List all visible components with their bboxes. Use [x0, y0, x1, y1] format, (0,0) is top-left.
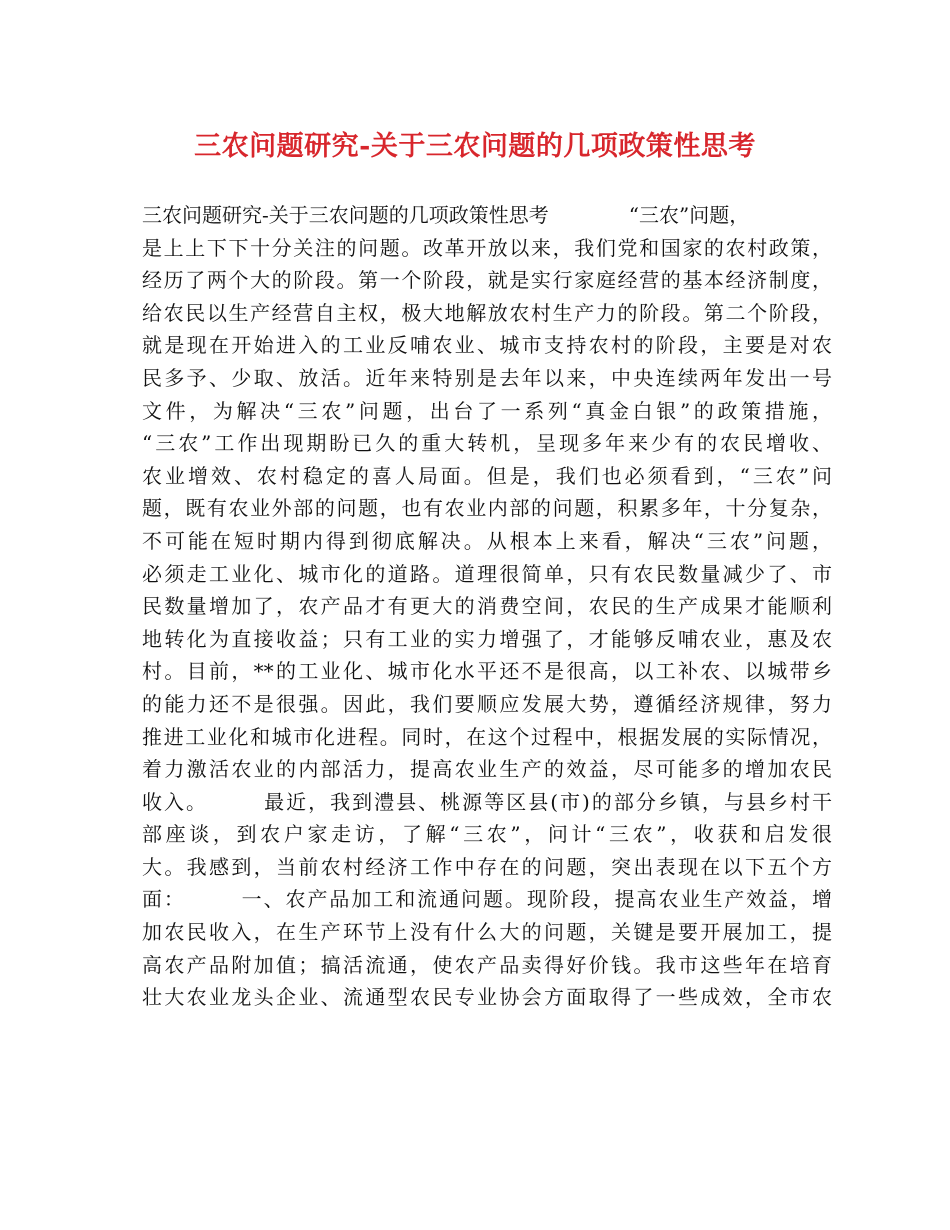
body-line: 题，既有农业外部的问题，也有农业内部的问题，积累多年，十分复杂， — [142, 496, 832, 521]
body-line: 三农问题研究-关于三农问题的几项政策性思考 “三农”问题， — [142, 203, 750, 227]
body-line: 面： 一、农产品加工和流通问题。现阶段，提高农业生产效益，增 — [142, 887, 832, 912]
body-line: 加农民收入，在生产环节上没有什么大的问题，关键是要开展加工，提 — [142, 920, 832, 945]
body-line: 必须走工业化、城市化的道路。道理很简单，只有农民数量减少了、市 — [142, 561, 832, 586]
body-line: 给农民以生产经营自主权，极大地解放农村生产力的阶段。第二个阶段， — [142, 300, 832, 325]
body-line: 民多予、少取、放活。近年来特别是去年以来，中央连续两年发出一号 — [142, 365, 832, 390]
body-line: 文件，为解决“三农”问题，出台了一系列“真金白银”的政策措施， — [142, 398, 832, 423]
document-title: 三农问题研究-关于三农问题的几项政策性思考 — [194, 131, 756, 162]
body-line: 民数量增加了，农产品才有更大的消费空间，农民的生产成果才能顺利 — [142, 594, 832, 619]
document-body — [142, 199, 832, 1014]
body-line: 收入。 最近，我到澧县、桃源等区县(市)的部分乡镇，与县乡村干 — [142, 789, 832, 814]
body-line: 是上上下下十分关注的问题。改革开放以来，我们党和国家的农村政策， — [142, 235, 832, 260]
body-line: 大。我感到，当前农村经济工作中存在的问题，突出表现在以下五个方 — [142, 854, 832, 879]
body-line: 高农产品附加值；搞活流通，使农产品卖得好价钱。我市这些年在培育 — [142, 952, 832, 977]
body-line: 着力激活农业的内部活力，提高农业生产的效益，尽可能多的增加农民 — [142, 757, 832, 782]
body-line: 经历了两个大的阶段。第一个阶段，就是实行家庭经营的基本经济制度， — [142, 268, 832, 293]
body-line: 壮大农业龙头企业、流通型农民专业协会方面取得了一些成效，全市农 — [142, 985, 832, 1010]
body-line: 地转化为直接收益；只有工业的实力增强了，才能够反哺农业，惠及农 — [142, 626, 832, 651]
body-line: 推进工业化和城市化进程。同时，在这个过程中，根据发展的实际情况， — [142, 724, 832, 749]
body-line: 农业增效、农村稳定的喜人局面。但是，我们也必须看到，“三农”问 — [142, 463, 832, 488]
body-line: 不可能在短时期内得到彻底解决。从根本上来看，解决“三农”问题， — [142, 528, 832, 553]
body-line: 村。目前，**的工业化、城市化水平还不是很高，以工补农、以城带乡 — [142, 659, 832, 684]
body-line: 就是现在开始进入的工业反哺农业、城市支持农村的阶段，主要是对农 — [142, 333, 832, 358]
body-line: 部座谈，到农户家走访，了解“三农”，问计“三农”，收获和启发很 — [142, 822, 832, 847]
body-line: 的能力还不是很强。因此，我们要顺应发展大势，遵循经济规律，努力 — [142, 691, 832, 716]
body-line: “三农”工作出现期盼已久的重大转机，呈现多年来少有的农民增收、 — [142, 431, 832, 456]
